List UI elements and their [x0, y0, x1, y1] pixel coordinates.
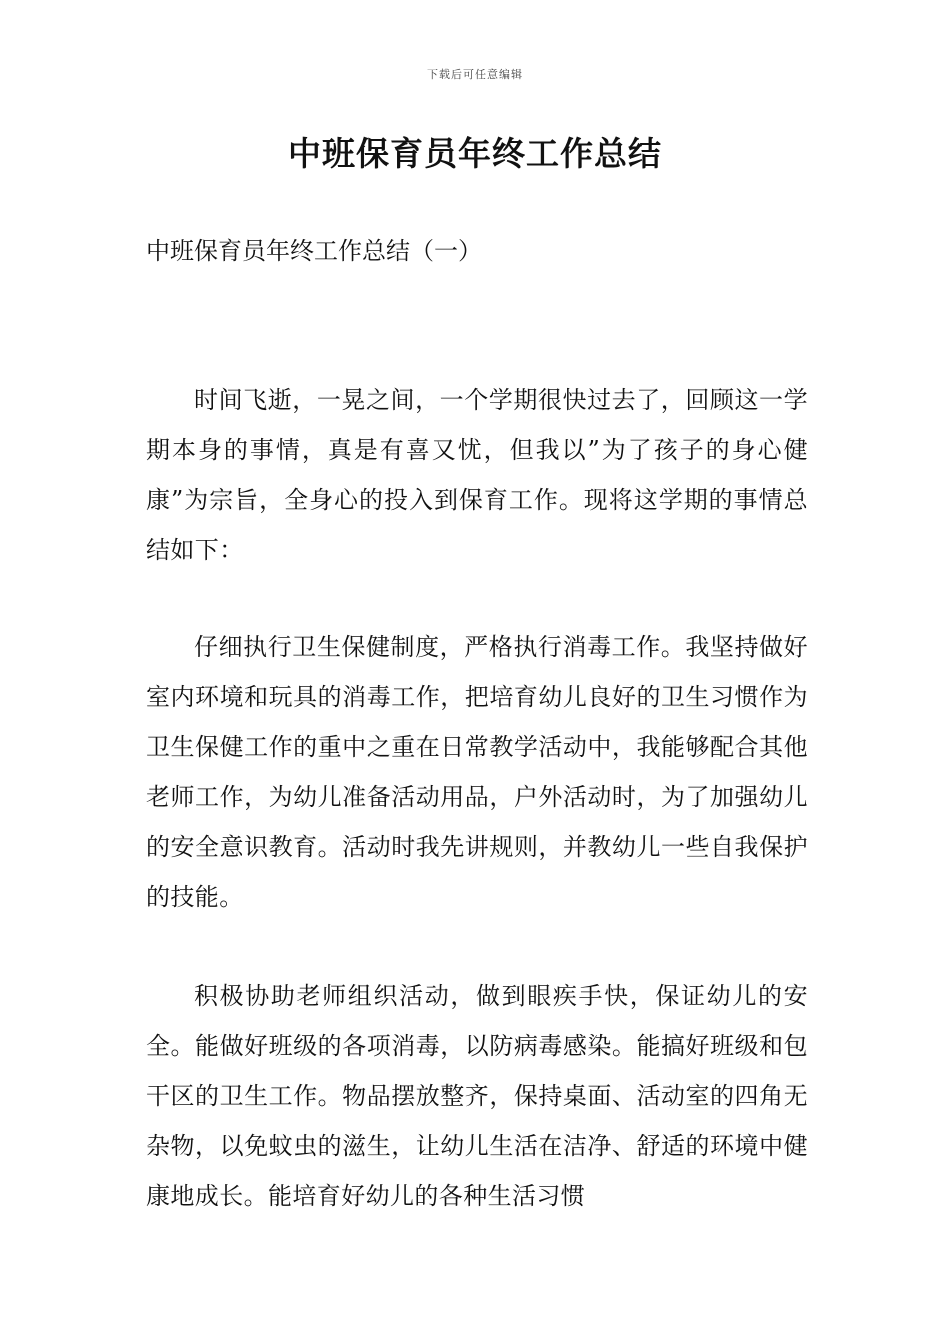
header-note: 下载后可任意编辑 [427, 68, 523, 81]
body-paragraph: 时间飞逝，一晃之间，一个学期很快过去了，回顾这一学期本身的事情，真是有喜又忧，但我以”为了孩子的身心健康”为宗旨，全身心的投入到保育工作。现将这学期的事情总结如下： [146, 386, 808, 564]
document-title: 中班保育员年终工作总结 [288, 134, 662, 173]
section-subtitle: 中班保育员年终工作总结（一） [146, 237, 482, 265]
body-paragraph: 积极协助老师组织活动，做到眼疾手快，保证幼儿的安全。能做好班级的各项消毒，以防病毒感染。能搞好班级和包干区的卫生工作。物品摆放整齐，保持桌面、活动室的四角无杂物，以免蚊虫的滋生，让幼儿生活在洁净、舒适的环境中健康地成长。能培育好幼儿的各种生活习惯 [146, 982, 808, 1210]
body-paragraph: 仔细执行卫生保健制度，严格执行消毒工作。我坚持做好室内环境和玩具的消毒工作，把培育幼儿良好的卫生习惯作为卫生保健工作的重中之重在日常教学活动中，我能够配合其他老师工作，为幼儿准备活动用品，户外活动时，为了加强幼儿的安全意识教育。活动时我先讲规则，并教幼儿一些自我保护的技能。 [146, 633, 808, 911]
